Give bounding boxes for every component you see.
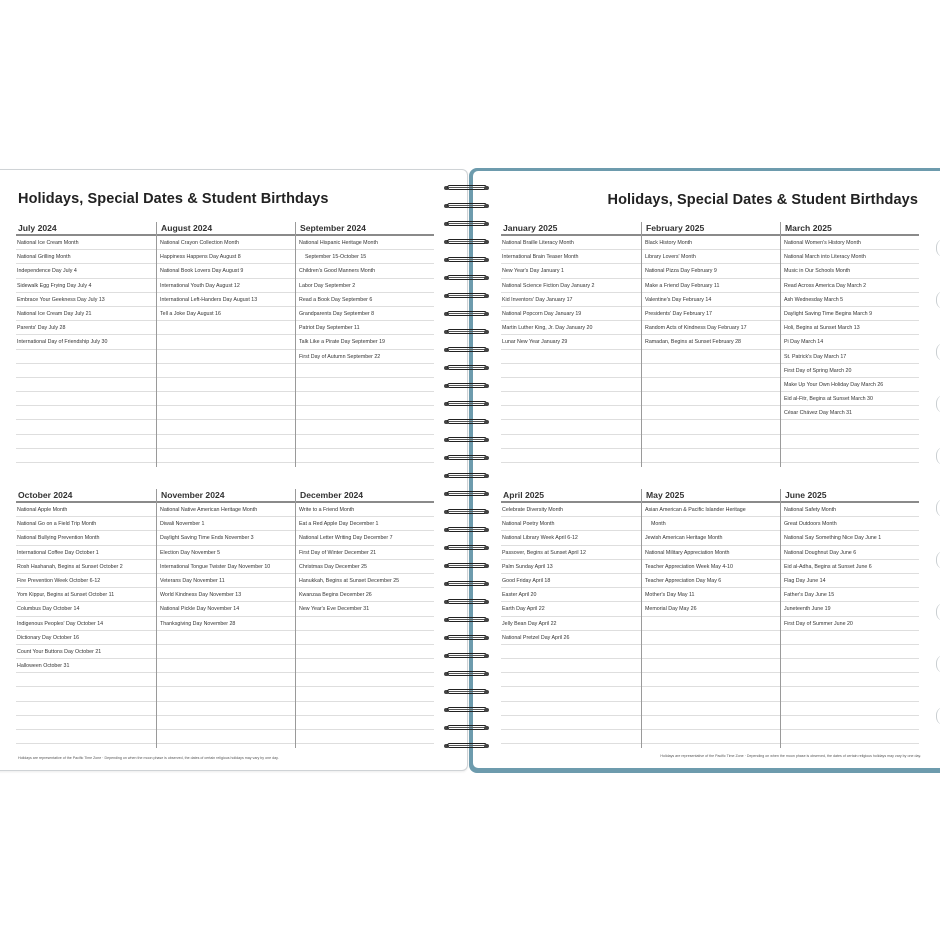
month-title: July 2024 <box>16 222 156 236</box>
event-item: Month <box>642 517 780 531</box>
blank-line <box>501 645 641 659</box>
event-item: Daylight Saving Time Ends November 3 <box>157 531 295 545</box>
event-item: National Science Fiction Day January 2 <box>501 279 641 293</box>
spiral-ring-icon <box>443 669 491 679</box>
event-lines <box>501 236 641 463</box>
event-item: National Popcorn Day January 19 <box>501 307 641 321</box>
blank-line <box>296 631 434 645</box>
event-item: National Book Lovers Day August 9 <box>157 264 295 278</box>
page-tab[interactable] <box>936 395 940 413</box>
event-item: Make Up Your Own Holiday Day March 26 <box>781 378 919 392</box>
footnote: Holidays are representative of the Pacific Time Zone · Depending on when the moon phase is observed, the dates of certain religious holidays may vary by one day. <box>660 754 921 758</box>
event-item: Parents' Day July 28 <box>16 321 156 335</box>
event-item: Rosh Hashanah, Begins at Sunset October 2 <box>16 560 156 574</box>
blank-line <box>157 716 295 730</box>
blank-line <box>296 730 434 744</box>
blank-line <box>16 435 156 449</box>
event-item: Father's Day June 15 <box>781 588 919 602</box>
blank-line <box>296 435 434 449</box>
blank-line <box>642 364 780 378</box>
event-item: Juneteenth June 19 <box>781 602 919 616</box>
blank-line <box>296 702 434 716</box>
page-tab[interactable] <box>936 655 940 673</box>
event-item: Jelly Bean Day April 22 <box>501 617 641 631</box>
event-item: Columbus Day October 14 <box>16 602 156 616</box>
blank-line <box>157 645 295 659</box>
event-item: Good Friday April 18 <box>501 574 641 588</box>
event-lines <box>296 236 434 463</box>
blank-line <box>781 449 919 463</box>
event-item: Patriot Day September 11 <box>296 321 434 335</box>
event-item: Eat a Red Apple Day December 1 <box>296 517 434 531</box>
event-item: Indigenous Peoples' Day October 14 <box>16 617 156 631</box>
blank-line <box>781 730 919 744</box>
blank-line <box>642 350 780 364</box>
spiral-ring-icon <box>443 723 491 733</box>
blank-line <box>157 659 295 673</box>
blank-line <box>157 449 295 463</box>
event-lines <box>157 503 295 744</box>
blank-line <box>296 716 434 730</box>
event-lines <box>781 503 919 744</box>
event-item: Independence Day July 4 <box>16 264 156 278</box>
event-item: National Women's History Month <box>781 236 919 250</box>
event-item: National Library Week April 6-12 <box>501 531 641 545</box>
event-item: Holi, Begins at Sunset March 13 <box>781 321 919 335</box>
event-item: Random Acts of Kindness Day February 17 <box>642 321 780 335</box>
blank-line <box>501 406 641 420</box>
blank-line <box>296 687 434 701</box>
blank-line <box>157 435 295 449</box>
month-title: October 2024 <box>16 489 156 503</box>
event-item: Memorial Day May 26 <box>642 602 780 616</box>
spiral-binding <box>443 183 495 763</box>
spiral-ring-icon <box>443 687 491 697</box>
spiral-ring-icon <box>443 363 491 373</box>
month-column <box>501 489 641 748</box>
spiral-ring-icon <box>443 219 491 229</box>
blank-line <box>296 673 434 687</box>
blank-line <box>16 687 156 701</box>
event-item: September 15-October 15 <box>296 250 434 264</box>
event-item: Teacher Appreciation Day May 6 <box>642 574 780 588</box>
blank-line <box>296 617 434 631</box>
event-item: First Day of Autumn September 22 <box>296 350 434 364</box>
event-item: First Day of Winter December 21 <box>296 546 434 560</box>
event-item: National Pickle Day November 14 <box>157 602 295 616</box>
page-tab[interactable] <box>936 603 940 621</box>
month-title: September 2024 <box>296 222 434 236</box>
blank-line <box>642 392 780 406</box>
page-heading: Holidays, Special Dates & Student Birthdays <box>607 192 918 208</box>
event-item: Halloween October 31 <box>16 659 156 673</box>
month-title: December 2024 <box>296 489 434 503</box>
blank-line <box>16 392 156 406</box>
event-item: Valentine's Day February 14 <box>642 293 780 307</box>
spiral-ring-icon <box>443 543 491 553</box>
event-item: National Bullying Prevention Month <box>16 531 156 545</box>
month-title: August 2024 <box>157 222 295 236</box>
spiral-ring-icon <box>443 471 491 481</box>
event-item: Christmas Day December 25 <box>296 560 434 574</box>
blank-line <box>501 687 641 701</box>
month-title: April 2025 <box>501 489 641 503</box>
event-item: Library Lovers' Month <box>642 250 780 264</box>
month-column <box>501 222 641 467</box>
event-item: Ramadan, Begins at Sunset February 28 <box>642 335 780 349</box>
blank-line <box>296 378 434 392</box>
blank-line <box>501 392 641 406</box>
month-column <box>780 222 919 467</box>
blank-line <box>296 364 434 378</box>
event-item: Black History Month <box>642 236 780 250</box>
blank-line <box>157 687 295 701</box>
event-item: Thanksgiving Day November 28 <box>157 617 295 631</box>
event-item: Pi Day March 14 <box>781 335 919 349</box>
event-item: National Apple Month <box>16 503 156 517</box>
spiral-ring-icon <box>443 597 491 607</box>
blank-line <box>157 673 295 687</box>
blank-line <box>16 420 156 434</box>
event-item: Read a Book Day September 6 <box>296 293 434 307</box>
spiral-ring-icon <box>443 183 491 193</box>
blank-line <box>501 364 641 378</box>
event-lines <box>16 236 156 463</box>
event-item: National Pizza Day February 9 <box>642 264 780 278</box>
event-item: Celebrate Diversity Month <box>501 503 641 517</box>
blank-line <box>157 392 295 406</box>
blank-line <box>781 631 919 645</box>
blank-line <box>642 631 780 645</box>
blank-line <box>642 730 780 744</box>
event-item: Mother's Day May 11 <box>642 588 780 602</box>
page-tab[interactable] <box>936 707 940 725</box>
event-item: Eid al-Fitr, Begins at Sunset March 30 <box>781 392 919 406</box>
blank-line <box>296 659 434 673</box>
planner-page-left <box>0 169 468 771</box>
event-item: Palm Sunday April 13 <box>501 560 641 574</box>
event-item: International Brain Teaser Month <box>501 250 641 264</box>
month-column <box>780 489 919 748</box>
spiral-ring-icon <box>443 453 491 463</box>
month-column <box>641 222 780 467</box>
event-item: National Go on a Field Trip Month <box>16 517 156 531</box>
event-item: International Coffee Day October 1 <box>16 546 156 560</box>
event-item: Count Your Buttons Day October 21 <box>16 645 156 659</box>
event-item: International Day of Friendship July 30 <box>16 335 156 349</box>
event-item: Jewish American Heritage Month <box>642 531 780 545</box>
event-item: National Ice Cream Day July 21 <box>16 307 156 321</box>
blank-line <box>642 406 780 420</box>
month-title: November 2024 <box>157 489 295 503</box>
spiral-ring-icon <box>443 255 491 265</box>
event-item: New Year's Day January 1 <box>501 264 641 278</box>
event-item: National Pretzel Day April 26 <box>501 631 641 645</box>
month-row <box>16 489 434 748</box>
blank-line <box>781 645 919 659</box>
blank-line <box>16 730 156 744</box>
blank-line <box>296 406 434 420</box>
event-item: Kwanzaa Begins December 26 <box>296 588 434 602</box>
blank-line <box>16 406 156 420</box>
event-item: International Left-Handers Day August 13 <box>157 293 295 307</box>
blank-line <box>157 406 295 420</box>
blank-line <box>642 659 780 673</box>
blank-line <box>642 645 780 659</box>
month-column <box>641 489 780 748</box>
event-item: First Day of Summer June 20 <box>781 617 919 631</box>
event-item: Write to a Friend Month <box>296 503 434 517</box>
blank-line <box>296 645 434 659</box>
blank-line <box>642 420 780 434</box>
spiral-ring-icon <box>443 525 491 535</box>
event-item: César Chávez Day March 31 <box>781 406 919 420</box>
event-item: National Native American Heritage Month <box>157 503 295 517</box>
blank-line <box>157 364 295 378</box>
blank-line <box>642 435 780 449</box>
spiral-ring-icon <box>443 615 491 625</box>
event-lines <box>16 503 156 744</box>
month-title: January 2025 <box>501 222 641 236</box>
spiral-ring-icon <box>443 651 491 661</box>
event-lines <box>501 503 641 744</box>
blank-line <box>157 730 295 744</box>
blank-line <box>501 659 641 673</box>
event-item: Labor Day September 2 <box>296 279 434 293</box>
blank-line <box>157 350 295 364</box>
blank-line <box>16 449 156 463</box>
event-item: Election Day November 5 <box>157 546 295 560</box>
event-item: Eid al-Adha, Begins at Sunset June 6 <box>781 560 919 574</box>
month-column <box>156 489 295 748</box>
page-tab[interactable] <box>936 239 940 257</box>
blank-line <box>501 350 641 364</box>
blank-line <box>781 673 919 687</box>
month-column <box>295 222 434 467</box>
blank-line <box>501 716 641 730</box>
event-item: Passover, Begins at Sunset April 12 <box>501 546 641 560</box>
blank-line <box>781 659 919 673</box>
event-item: Yom Kippur, Begins at Sunset October 11 <box>16 588 156 602</box>
blank-line <box>781 420 919 434</box>
planner-page-right <box>473 171 940 768</box>
event-item: Fire Prevention Week October 6-12 <box>16 574 156 588</box>
event-item: National Safety Month <box>781 503 919 517</box>
month-row <box>501 489 918 748</box>
event-item: Kid Inventors' Day January 17 <box>501 293 641 307</box>
event-item: First Day of Spring March 20 <box>781 364 919 378</box>
event-item: World Kindness Day November 13 <box>157 588 295 602</box>
page-tab[interactable] <box>936 447 940 465</box>
event-item: Make a Friend Day February 11 <box>642 279 780 293</box>
blank-line <box>501 673 641 687</box>
event-item: Asian American & Pacific Islander Heritage <box>642 503 780 517</box>
event-item: Teacher Appreciation Week May 4-10 <box>642 560 780 574</box>
event-item: National Hispanic Heritage Month <box>296 236 434 250</box>
event-lines <box>642 503 780 744</box>
event-lines <box>642 236 780 463</box>
blank-line <box>501 435 641 449</box>
blank-line <box>781 702 919 716</box>
spiral-ring-icon <box>443 237 491 247</box>
spiral-ring-icon <box>443 435 491 445</box>
event-item: Diwali November 1 <box>157 517 295 531</box>
spiral-ring-icon <box>443 381 491 391</box>
blank-line <box>642 378 780 392</box>
event-item: Daylight Saving Time Begins March 9 <box>781 307 919 321</box>
blank-line <box>157 335 295 349</box>
spiral-ring-icon <box>443 309 491 319</box>
spiral-ring-icon <box>443 345 491 355</box>
spiral-ring-icon <box>443 327 491 337</box>
event-item: New Year's Eve December 31 <box>296 602 434 616</box>
event-item: Dictionary Day October 16 <box>16 631 156 645</box>
blank-line <box>501 420 641 434</box>
blank-line <box>781 435 919 449</box>
event-item: Read Across America Day March 2 <box>781 279 919 293</box>
event-lines <box>781 236 919 463</box>
event-item: Flag Day June 14 <box>781 574 919 588</box>
month-grid <box>501 222 918 748</box>
month-column <box>16 489 156 748</box>
spiral-ring-icon <box>443 741 491 751</box>
event-item: Great Outdoors Month <box>781 517 919 531</box>
blank-line <box>501 730 641 744</box>
blank-line <box>642 702 780 716</box>
page-tab[interactable] <box>936 291 940 309</box>
page-heading: Holidays, Special Dates & Student Birthdays <box>18 191 329 207</box>
event-item: Hanukkah, Begins at Sunset December 25 <box>296 574 434 588</box>
event-item: Tell a Joke Day August 16 <box>157 307 295 321</box>
blank-line <box>16 378 156 392</box>
event-item: Grandparents Day September 8 <box>296 307 434 321</box>
event-item: Earth Day April 22 <box>501 602 641 616</box>
spiral-ring-icon <box>443 201 491 211</box>
event-lines <box>157 236 295 463</box>
spiral-ring-icon <box>443 579 491 589</box>
blank-line <box>296 420 434 434</box>
blank-line <box>642 449 780 463</box>
event-item: National Braille Literacy Month <box>501 236 641 250</box>
event-item: Veterans Day November 11 <box>157 574 295 588</box>
blank-line <box>642 716 780 730</box>
month-column <box>295 489 434 748</box>
blank-line <box>157 420 295 434</box>
blank-line <box>16 673 156 687</box>
event-item: National Military Appreciation Month <box>642 546 780 560</box>
event-item: Sidewalk Egg Frying Day July 4 <box>16 279 156 293</box>
blank-line <box>781 687 919 701</box>
blank-line <box>16 364 156 378</box>
spiral-ring-icon <box>443 399 491 409</box>
event-item: Embrace Your Geekness Day July 13 <box>16 293 156 307</box>
event-item: National March into Literacy Month <box>781 250 919 264</box>
event-item: National Say Something Nice Day June 1 <box>781 531 919 545</box>
blank-line <box>781 716 919 730</box>
blank-line <box>642 673 780 687</box>
event-item: Easter April 20 <box>501 588 641 602</box>
blank-line <box>157 631 295 645</box>
blank-line <box>157 378 295 392</box>
month-row <box>16 222 434 467</box>
blank-line <box>296 449 434 463</box>
event-item: International Youth Day August 12 <box>157 279 295 293</box>
event-item: National Crayon Collection Month <box>157 236 295 250</box>
month-column <box>156 222 295 467</box>
month-title: February 2025 <box>642 222 780 236</box>
event-item: Martin Luther King, Jr. Day January 20 <box>501 321 641 335</box>
event-item: International Tongue Twister Day November 10 <box>157 560 295 574</box>
blank-line <box>501 702 641 716</box>
event-item: Ash Wednesday March 5 <box>781 293 919 307</box>
page-tab[interactable] <box>936 343 940 361</box>
blank-line <box>16 702 156 716</box>
event-item: Talk Like a Pirate Day September 19 <box>296 335 434 349</box>
spiral-ring-icon <box>443 273 491 283</box>
blank-line <box>16 716 156 730</box>
month-title: May 2025 <box>642 489 780 503</box>
event-lines <box>296 503 434 744</box>
month-title: June 2025 <box>781 489 919 503</box>
event-item: National Grilling Month <box>16 250 156 264</box>
event-item: Happiness Happens Day August 8 <box>157 250 295 264</box>
spiral-ring-icon <box>443 291 491 301</box>
spiral-ring-icon <box>443 705 491 715</box>
event-item: National Doughnut Day June 6 <box>781 546 919 560</box>
spiral-ring-icon <box>443 633 491 643</box>
blank-line <box>157 702 295 716</box>
blank-line <box>501 378 641 392</box>
blank-line <box>642 687 780 701</box>
month-row <box>501 222 918 467</box>
blank-line <box>16 350 156 364</box>
spiral-ring-icon <box>443 507 491 517</box>
blank-line <box>642 617 780 631</box>
event-item: National Letter Writing Day December 7 <box>296 531 434 545</box>
month-title: March 2025 <box>781 222 919 236</box>
month-column <box>16 222 156 467</box>
event-item: National Poetry Month <box>501 517 641 531</box>
spiral-ring-icon <box>443 417 491 427</box>
page-tab[interactable] <box>936 551 940 569</box>
event-item: Children's Good Manners Month <box>296 264 434 278</box>
spiral-ring-icon <box>443 489 491 499</box>
event-item: Lunar New Year January 29 <box>501 335 641 349</box>
page-tab[interactable] <box>936 499 940 517</box>
month-grid <box>16 222 434 748</box>
blank-line <box>157 321 295 335</box>
blank-line <box>296 392 434 406</box>
blank-line <box>501 449 641 463</box>
spiral-ring-icon <box>443 561 491 571</box>
event-item: Music in Our Schools Month <box>781 264 919 278</box>
event-item: Presidents' Day February 17 <box>642 307 780 321</box>
event-item: St. Patrick's Day March 17 <box>781 350 919 364</box>
event-item: National Ice Cream Month <box>16 236 156 250</box>
footnote: Holidays are representative of the Pacific Time Zone · Depending on when the moon phase is observed, the dates of certain religious holidays may vary by one day. <box>18 756 279 760</box>
